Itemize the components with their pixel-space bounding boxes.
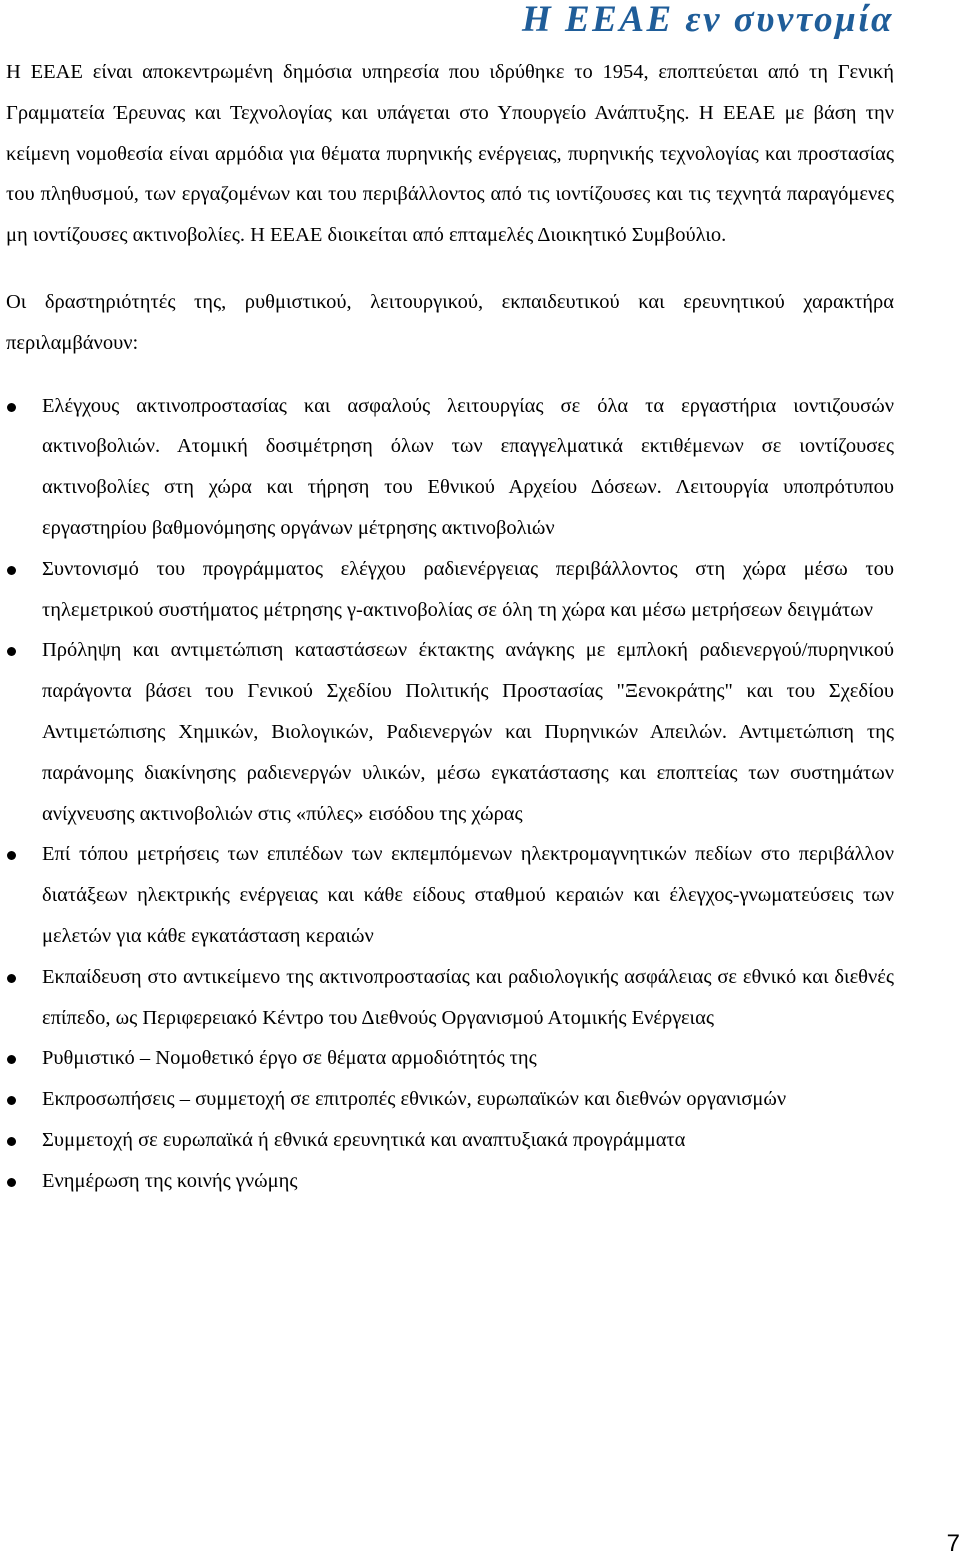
list-item-text: Ρυθμιστικό – Νομοθετικό έργο σε θέματα αρμοδιότητός της <box>42 1047 537 1070</box>
page-title: Η ΕΕΑΕ εν συντομία <box>521 0 894 40</box>
list-item-text: Επί τόπου μετρήσεις των επιπέδων των εκπεμπόμενων ηλεκτρομαγνητικών πεδίων στο περιβάλλον διατάξεων ηλεκτρικής ενέργειας και κάθε είδους σταθμού κεραιών και έλεγχος-γνωματεύσεις των μελετών για κάθε εγκατάσταση κεραιών <box>42 843 894 947</box>
bullet-icon <box>7 1178 16 1187</box>
page-number: 7 <box>946 1530 960 1557</box>
list-item <box>6 549 894 631</box>
list-item <box>6 630 894 834</box>
bullet-icon <box>7 1055 16 1064</box>
list-item <box>6 834 894 956</box>
list-item-text: Συντονισμό του προγράμματος ελέγχου ραδιενέργειας περιβάλλοντος στη χώρα μέσω του τηλεμετρικού συστήματος μέτρησης γ-ακτινοβολίας σε όλη τη χώρα και μέσω μετρήσεων δειγμάτων <box>42 557 894 621</box>
list-item-text: Ενημέρωση της κοινής γνώμης <box>42 1169 298 1192</box>
bullet-icon <box>7 851 16 860</box>
list-item-text: Ελέγχους ακτινοπροστασίας και ασφαλούς λειτουργίας σε όλα τα εργαστήρια ιοντιζουσών ακτινοβολιών. Ατομική δοσιμέτρηση όλων των επαγγελματικά εκτιθέμενων σε ιοντίζουσες ακτινοβολίες στη χώρα και τήρηση του Εθνικού Αρχείου Δόσεων. Λειτουργία υποπρότυπου εργαστηρίου βαθμονόμησης οργάνων μέτρησης ακτινοβολιών <box>42 394 894 539</box>
list-item-text: Εκπροσωπήσεις – συμμετοχή σε επιτροπές εθνικών, ευρωπαϊκών και διεθνών οργανισμών <box>42 1088 787 1111</box>
bullet-icon <box>7 1096 16 1105</box>
document-body <box>6 52 894 1202</box>
activities-intro: Οι δραστηριότητές της, ρυθμιστικού, λειτουργικού, εκπαιδευτικού και ερευνητικού χαρακτήρα περιλαμβάνουν: <box>6 290 894 354</box>
intro-paragraph: Η ΕΕΑΕ είναι αποκεντρωμένη δημόσια υπηρεσία που ιδρύθηκε το 1954, εποπτεύεται από τη Γενική Γραμματεία Έρευνας και Τεχνολογίας και υπάγεται στο Υπουργείο Ανάπτυξης. Η ΕΕΑΕ με βάση την κείμενη νομοθεσία είναι αρμόδια για θέματα πυρηνικής ενέργειας, πυρηνικής τεχνολογίας και προστασίας του πληθυσμού, των εργαζομένων και του περιβάλλοντος από τις ιοντίζουσες και τις τεχνητά παραγόμενες μη ιοντίζουσες ακτινοβολίες. Η ΕΕΑΕ διοικείται από επταμελές Διοικητικό Συμβούλιο. <box>6 61 894 247</box>
list-item-text: Πρόληψη και αντιμετώπιση καταστάσεων έκτακτης ανάγκης με εμπλοκή ραδιενεργού/πυρηνικού παράγοντα βάσει του Γενικού Σχεδίου Πολιτικής Προστασίας "Ξενοκράτης" και του Σχεδίου Αντιμετώπισης Χημικών, Βιολογικών, Ραδιενεργών και Πυρηνικών Απειλών. Αντιμετώπιση της παράνομης διακίνησης ραδιενεργών υλικών, μέσω εγκατάστασης και εποπτείας των συστημάτων ανίχνευσης ακτινοβολιών στις «πύλες» εισόδου της χώρας <box>42 639 894 825</box>
list-item <box>6 1161 894 1202</box>
list-item <box>6 1038 894 1079</box>
bullet-icon <box>7 974 16 983</box>
bullet-icon <box>7 566 16 575</box>
bullet-icon <box>7 403 16 412</box>
list-item-text: Συμμετοχή σε ευρωπαϊκά ή εθνικά ερευνητικά και αναπτυξιακά προγράμματα <box>42 1128 686 1151</box>
list-item <box>6 1120 894 1161</box>
list-item-text: Εκπαίδευση στο αντικείμενο της ακτινοπροστασίας και ραδιολογικής ασφάλειας σε εθνικό και διεθνές επίπεδο, ως Περιφερειακό Κέντρο του Διεθνούς Οργανισμού Ατομικής Ενέργειας <box>42 965 894 1029</box>
activities-list <box>6 386 894 1202</box>
bullet-icon <box>7 1137 16 1146</box>
list-item <box>6 957 894 1039</box>
bullet-icon <box>7 647 16 656</box>
list-item <box>6 386 894 549</box>
list-item <box>6 1079 894 1120</box>
